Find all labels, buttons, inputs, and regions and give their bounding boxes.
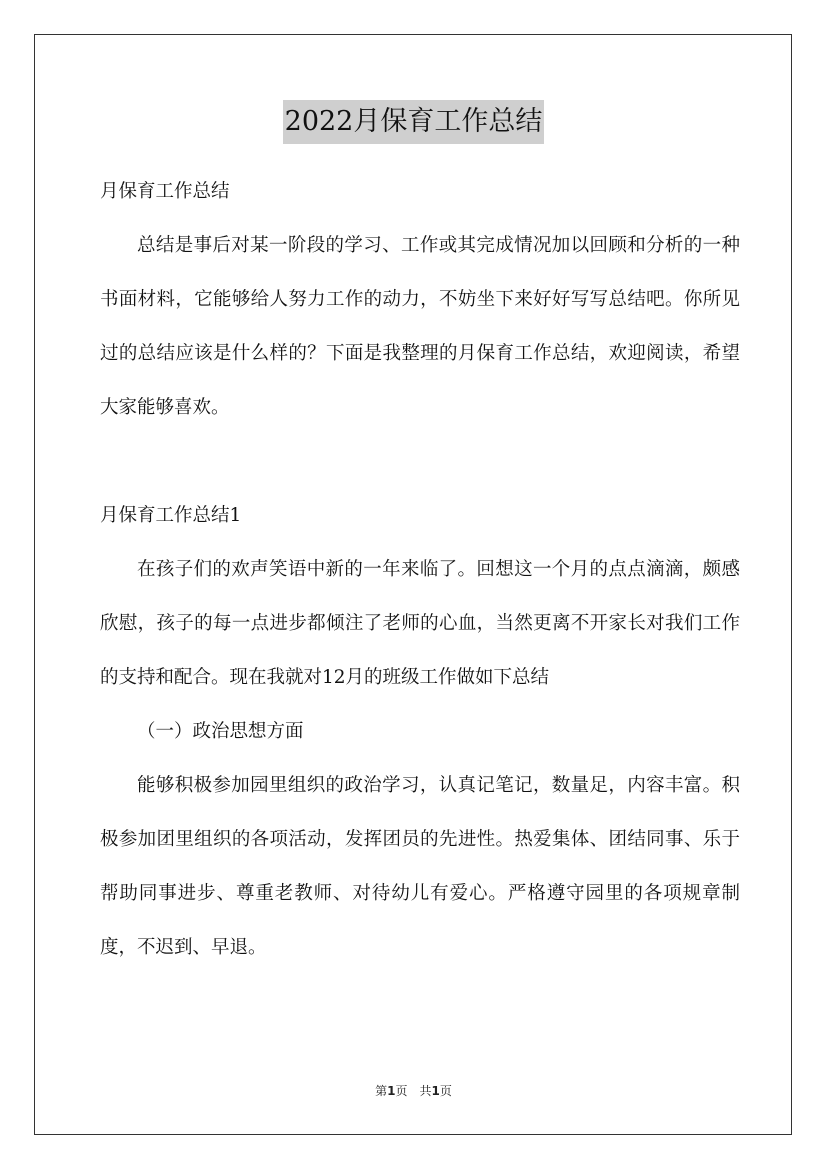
subsection1-heading: （一）政治思想方面 [137, 721, 304, 742]
subsection1-paragraph: 能够积极参加园里组织的政治学习，认真记笔记，数量足，内容丰富。积极参加团里组织的各项活动，发挥团员的先进性。热爱集体、团结同事、乐于帮助同事进步、尊重老教师、对待幼儿有爱心。严格遵守园里的各项规章制度，不迟到、早退。 [100, 775, 740, 958]
title-container [0, 100, 827, 144]
document-body [100, 165, 740, 975]
page-number: 1 [387, 1084, 396, 1098]
intro-heading: 月保育工作总结 [100, 181, 230, 202]
intro-paragraph: 总结是事后对某一阶段的学习、工作或其完成情况加以回顾和分析的一种书面材料，它能够给人努力工作的动力，不妨坐下来好好写写总结吧。你所见过的总结应该是什么样的？下面是我整理的月保育工作总结，欢迎阅读，希望大家能够喜欢。 [100, 235, 740, 418]
total-prefix: 共 [419, 1084, 432, 1098]
section1-paragraph: 在孩子们的欢声笑语中新的一年来临了。回想这一个月的点点滴滴，颇感欣慰，孩子的每一点进步都倾注了老师的心血，当然更离不开家长对我们工作的支持和配合。现在我就对12月的班级工作做如下总结 [100, 559, 740, 688]
page-prefix: 第 [375, 1084, 388, 1098]
page-suffix: 页 [395, 1084, 408, 1098]
total-suffix: 页 [439, 1084, 452, 1098]
total-number: 1 [431, 1084, 440, 1098]
document-title: 2022月保育工作总结 [283, 100, 545, 144]
blank-line [100, 435, 740, 489]
page-footer [0, 1082, 827, 1099]
section1-heading: 月保育工作总结1 [100, 505, 242, 526]
